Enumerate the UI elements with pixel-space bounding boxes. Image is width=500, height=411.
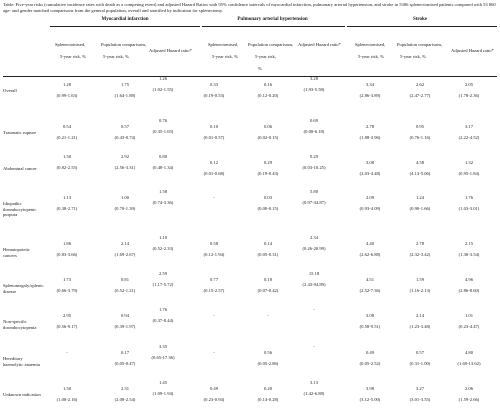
table-cell-value: 0.18 bbox=[263, 277, 273, 282]
table-cell-value: 4.40 bbox=[365, 241, 375, 246]
table-cell-value: 1.76 bbox=[464, 195, 474, 200]
table-cell-ci: (0.39-1.97) bbox=[114, 324, 136, 329]
table-cell-value: 0.76 bbox=[158, 118, 168, 123]
table-cell-value: 0.33 bbox=[209, 82, 219, 87]
table-cell-ci: (0.14-0.28) bbox=[257, 397, 279, 402]
group-rule-pah bbox=[202, 26, 345, 27]
table-cell-value: 4.58 bbox=[415, 160, 425, 165]
table-cell-ci: (2.32-3.42) bbox=[409, 252, 431, 257]
table-cell-ci: (2.86-8.60) bbox=[458, 288, 480, 293]
table-cell-ci: (0.07-0.42) bbox=[257, 288, 279, 293]
table-cell-ci: (2.43-94.89) bbox=[302, 282, 326, 287]
table-cell-value: 3.98 bbox=[365, 386, 375, 391]
table-cell-value: 2.05 bbox=[464, 82, 474, 87]
row-label: Unknown indication bbox=[3, 392, 41, 397]
table-cell-value: 3.27 bbox=[415, 386, 425, 391]
table-cell-ci: (1.78-2.36) bbox=[458, 93, 480, 98]
table-cell-ci: (0.26-20.99) bbox=[302, 246, 326, 251]
row-label: Hematopoietic cancers bbox=[3, 247, 31, 258]
table-cell-value: 0.17 bbox=[120, 350, 130, 355]
table-cell-ci: (0.05-2.86) bbox=[257, 361, 279, 366]
group-pulmonary-hypertension: Pulmonary arterial hypertension bbox=[237, 17, 308, 22]
table-cell-value: 2.06 bbox=[464, 386, 474, 391]
hdr-pah-pop-a: Population comparisons, bbox=[248, 42, 294, 47]
table-cell-value: 2.59 bbox=[158, 271, 168, 276]
table-cell-ci: (4.13-5.06) bbox=[409, 171, 431, 176]
hdr-mi-splen-a: Splenectomised, bbox=[55, 42, 86, 47]
table-cell-ci: (0.76-1.16) bbox=[409, 135, 431, 140]
table-cell-value: 3.08 bbox=[365, 313, 375, 318]
table-cell-value: 4.96 bbox=[464, 277, 474, 282]
table-cell-value: 0.80 bbox=[158, 154, 168, 159]
table-cell-ci: (1.00-2.16) bbox=[56, 397, 78, 402]
table-cell-value: - bbox=[213, 313, 215, 318]
table-cell-ci: (1.69-13.62) bbox=[457, 361, 481, 366]
table-cell-value: 0.29 bbox=[263, 160, 273, 165]
table-cell-value: 0.57 bbox=[415, 350, 425, 355]
table-cell-ci: (2.62-6.88) bbox=[359, 252, 381, 257]
row-label: Overall bbox=[3, 88, 17, 93]
table-cell-ci: (0.48-1.34) bbox=[152, 165, 174, 170]
table-cell-ci: (2.86-3.89) bbox=[359, 93, 381, 98]
table-cell-value: 2.15 bbox=[464, 241, 474, 246]
table-cell-value: 3.35 bbox=[158, 344, 168, 349]
table-cell-ci: (2.03-4.48) bbox=[359, 171, 381, 176]
table-cell-ci: (0.90-1.66) bbox=[409, 206, 431, 211]
table-cell-value: 0.29 bbox=[309, 154, 319, 159]
table-cell-ci: (2.22-4.52) bbox=[458, 135, 480, 140]
hdr-stroke-splen-b: 5-year risk, % bbox=[358, 54, 384, 59]
table-cell-ci: (1.88-3.96) bbox=[359, 135, 381, 140]
table-cell-ci: (0.74-3.36) bbox=[152, 200, 174, 205]
group-stroke: Stroke bbox=[412, 17, 428, 22]
table-cell-ci: (0.58-9.51) bbox=[359, 324, 381, 329]
table-cell-ci: (0.31-1.00) bbox=[409, 361, 431, 366]
table-cell-ci: (0.15-2.57) bbox=[203, 288, 225, 293]
table-cell-value: 0.95 bbox=[415, 124, 425, 129]
table-cell-value: 2.34 bbox=[309, 235, 319, 240]
table-cell-value: 0.03 bbox=[263, 195, 273, 200]
table-cell-ci: (0.37-8.44) bbox=[152, 318, 174, 323]
table-cell-value: 3.17 bbox=[464, 124, 474, 129]
group-rule-mi bbox=[50, 26, 200, 27]
table-cell-value: 1.50 bbox=[62, 386, 72, 391]
table-cell-value: 2.78 bbox=[415, 241, 425, 246]
table-cell-ci: (3.12-5.00) bbox=[359, 397, 381, 402]
table-cell-ci: (0.00-0.15) bbox=[257, 206, 279, 211]
row-label: Hereditary haemolytic anaemia bbox=[3, 356, 40, 367]
table-cell-value: 1.24 bbox=[415, 195, 425, 200]
table-cell-value: 2.14 bbox=[415, 313, 425, 318]
table-cell-ci: (0.82-2.55) bbox=[56, 165, 78, 170]
table-cell-ci: (1.16-2.13) bbox=[409, 288, 431, 293]
table-cell-ci: (0.03-10.25) bbox=[302, 165, 326, 170]
table-cell-ci: (0.05-2.52) bbox=[359, 361, 381, 366]
table-cell-value: 0.54 bbox=[62, 124, 72, 129]
table-cell-ci: (0.65-17.36) bbox=[151, 355, 175, 360]
row-label: Abdominal cancer bbox=[3, 166, 37, 171]
table-cell-ci: (0.35-1.65) bbox=[152, 129, 174, 134]
table-cell-value: 1.75 bbox=[120, 82, 130, 87]
table-cell-value: 1.58 bbox=[158, 189, 168, 194]
table-cell-ci: (0.12-0.20) bbox=[257, 93, 279, 98]
table-cell-ci: (1.59-2.66) bbox=[458, 397, 480, 402]
table-cell-ci: (2.08-2.54) bbox=[114, 397, 136, 402]
table-cell-ci: (1.42-6.88) bbox=[303, 391, 325, 396]
table-cell-value: 0.10 bbox=[209, 124, 219, 129]
table-cell-value: 1.00 bbox=[120, 195, 130, 200]
table-cell-ci: (0.23-0.94) bbox=[203, 397, 225, 402]
table-cell-value: 0.16 bbox=[263, 82, 273, 87]
table-cell-value: 1.10 bbox=[158, 235, 168, 240]
table-cell-ci: (0.52-1.21) bbox=[114, 288, 136, 293]
table-cell-value: 0.77 bbox=[209, 277, 219, 282]
table-cell-ci: (1.02-1.55) bbox=[152, 87, 174, 92]
table-cell-value: 0.14 bbox=[263, 241, 273, 246]
table-cell-ci: (0.21-1.21) bbox=[56, 135, 78, 140]
table-cell-value: 2.62 bbox=[415, 82, 425, 87]
table-cell-value: 0.81 bbox=[120, 277, 130, 282]
table-cell-value: - bbox=[267, 313, 269, 318]
hdr-mi-pop-b: 5-year risk, % bbox=[103, 54, 129, 59]
table-caption: Table: Five-year risks (cumulative incidence rates with death as a competing event) and adjusted Hazard Ratios with 95% confidence intervals of myocardial infarction, pulmonary arterial hypertension, and stroke in 5306 splenectomised patients compared with 53 060 age- and gender matched comparisons from the general population, overall and stratified by indication for splenectomy. bbox=[3, 2, 496, 13]
table-cell-ci: (1.03-3.01) bbox=[458, 206, 480, 211]
table-cell-value: 0.49 bbox=[365, 350, 375, 355]
table-cell-ci: (0.38-2.71) bbox=[56, 206, 78, 211]
table-cell-ci: (2.52-7.36) bbox=[359, 288, 381, 293]
table-cell-ci: (0.70-1.39) bbox=[114, 206, 136, 211]
hdr-stroke-pop-a: Population comparisons, bbox=[397, 42, 443, 47]
table-cell-ci: (0.19-0.43) bbox=[257, 171, 279, 176]
table-cell-value: 5.80 bbox=[309, 189, 319, 194]
row-label: Non-specific thrombocytopenia bbox=[3, 319, 37, 330]
header-bottom-rule bbox=[3, 76, 497, 77]
table-cell-value: 0.49 bbox=[209, 386, 219, 391]
table-cell-ci: (1.93-5.58) bbox=[303, 87, 325, 92]
table-cell-value: 2.14 bbox=[120, 241, 130, 246]
table-cell-ci: (0.08-6.18) bbox=[303, 129, 325, 134]
hdr-mi-pop-a: Population comparisons, bbox=[101, 42, 147, 47]
table-cell-value: 1.73 bbox=[62, 277, 72, 282]
table-cell-ci: (0.52-2.33) bbox=[152, 246, 174, 251]
table-cell-ci: (1.09-1.94) bbox=[152, 391, 174, 396]
hdr-stroke-hr: Adjusted Hazard ratio* bbox=[451, 48, 494, 53]
table-cell-ci: (0.43-0.74) bbox=[114, 135, 136, 140]
table-cell-value: 1.13 bbox=[62, 195, 72, 200]
row-label: Splenomegaly/splenic disease bbox=[3, 283, 44, 294]
hdr-stroke-pop-b: 5-year risk, % bbox=[400, 54, 426, 59]
table-cell-value: 4.80 bbox=[464, 350, 474, 355]
table-cell-value: 2.09 bbox=[365, 195, 375, 200]
table-cell-value: 1.86 bbox=[62, 241, 72, 246]
hdr-pah-splen-b: 5-year risk, % bbox=[212, 54, 238, 59]
table-cell-value: 1.76 bbox=[158, 307, 168, 312]
table-cell-value: 0.06 bbox=[263, 124, 273, 129]
table-cell-value: 1.59 bbox=[415, 277, 425, 282]
table-cell-value: - bbox=[313, 344, 315, 349]
hdr-stroke-splen-a: Splenectomised, bbox=[355, 42, 386, 47]
group-rule-stroke bbox=[347, 26, 497, 27]
table-cell-ci: (0.01-0.57) bbox=[203, 135, 225, 140]
table-cell-ci: (0.93-4.09) bbox=[359, 206, 381, 211]
table-cell-ci: (0.05-0.31) bbox=[257, 252, 279, 257]
table-cell-ci: (0.01-0.68) bbox=[203, 171, 225, 176]
table-cell-value: 3.34 bbox=[365, 82, 375, 87]
table-cell-value: 3.28 bbox=[309, 76, 319, 81]
table-cell-ci: (1.23-3.48) bbox=[409, 324, 431, 329]
table-cell-ci: (0.02-0.15) bbox=[257, 135, 279, 140]
row-label: Traumatic rupture bbox=[3, 130, 37, 135]
table-cell-value: 0.58 bbox=[209, 241, 219, 246]
table-cell-value: 0.20 bbox=[263, 386, 273, 391]
table-cell-ci: (0.95-1.84) bbox=[458, 171, 480, 176]
row-label: Idiopathic thrombocytopenic purpura bbox=[3, 201, 37, 217]
table-cell-ci: (0.56-9.17) bbox=[56, 324, 78, 329]
table-cell-ci: (0.99-1.63) bbox=[56, 93, 78, 98]
table-cell-value: 0.57 bbox=[120, 124, 130, 129]
table-cell-ci: (0.97-34.87) bbox=[302, 200, 326, 205]
table-cell-value: 0.56 bbox=[263, 350, 273, 355]
table-cell-value: - bbox=[213, 350, 215, 355]
table-cell-value: 0.12 bbox=[209, 160, 219, 165]
table-cell-value: 1.32 bbox=[464, 160, 474, 165]
table-cell-value: 2.95 bbox=[62, 313, 72, 318]
table-cell-value: 1.01 bbox=[464, 313, 474, 318]
hdr-pah-pop-b: 5-year risk, bbox=[255, 54, 276, 59]
table-cell-value: - bbox=[313, 307, 315, 312]
table-cell-value: 2.31 bbox=[120, 386, 130, 391]
table-cell-ci: (1.64-1.88) bbox=[114, 93, 136, 98]
table-cell-ci: (2.47-2.77) bbox=[409, 93, 431, 98]
group-myocardial-infarction: Myocardial infarction bbox=[101, 17, 149, 22]
table-cell-ci: (0.66-3.79) bbox=[56, 288, 78, 293]
table-cell-value: - bbox=[213, 195, 215, 200]
table-cell-ci: (1.69-2.67) bbox=[114, 252, 136, 257]
table-cell-value: - bbox=[66, 350, 68, 355]
table-cell-ci: (0.83-3.66) bbox=[56, 252, 78, 257]
hdr-mi-splen-b: 5-year risk, % bbox=[60, 54, 86, 59]
table-cell-value: 1.26 bbox=[158, 76, 168, 81]
table-cell-value: 3.08 bbox=[365, 160, 375, 165]
table-cell-value: 1.28 bbox=[62, 82, 72, 87]
hdr-pah-pop-c: % bbox=[258, 66, 262, 71]
table-cell-ci: (0.12-1.94) bbox=[203, 252, 225, 257]
table-cell-ci: (0.23-4.47) bbox=[458, 324, 480, 329]
table-cell-value: 2.92 bbox=[120, 154, 130, 159]
table-cell-ci: (1.30-3.54) bbox=[458, 252, 480, 257]
table-cell-ci: (0.05-0.47) bbox=[114, 361, 136, 366]
table-cell-ci: (2.56-3.31) bbox=[114, 165, 136, 170]
table-cell-value: 3.13 bbox=[309, 380, 319, 385]
table-cell-value: 2.78 bbox=[365, 124, 375, 129]
table-cell-ci: (3.01-3.55) bbox=[409, 397, 431, 402]
table-cell-value: 1.45 bbox=[158, 380, 168, 385]
table-cell-value: 0.94 bbox=[120, 313, 130, 318]
table-cell-ci: (0.19-0.53) bbox=[203, 93, 225, 98]
table-cell-value: 4.51 bbox=[365, 277, 375, 282]
hdr-mi-hr: Adjusted Hazard ratio* bbox=[149, 48, 192, 53]
table-cell-ci: (1.17-5.72) bbox=[152, 282, 174, 287]
table-cell-value: 15.18 bbox=[308, 271, 320, 276]
hdr-pah-hr: Adjusted Hazard ratio* bbox=[298, 42, 341, 47]
table-cell-value: 0.69 bbox=[309, 118, 319, 123]
table-cell-value: 1.50 bbox=[62, 154, 72, 159]
hdr-pah-splen-a: Splenectomised, bbox=[208, 42, 239, 47]
